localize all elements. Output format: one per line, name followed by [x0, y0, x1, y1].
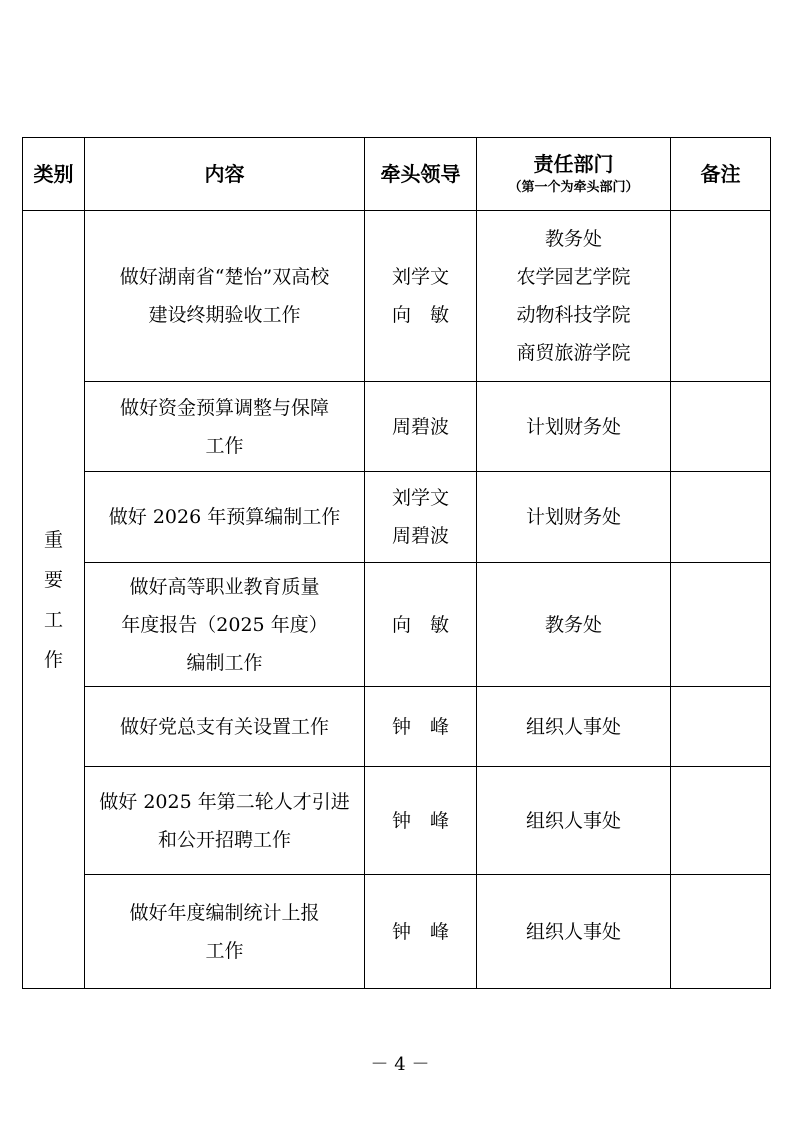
content-cell-line: 做好湖南省“楚怡”双高校 — [119, 266, 330, 288]
leader-cell — [365, 687, 477, 767]
content-cell-line: 做好高等职业教育质量 — [129, 575, 320, 598]
leader-cell — [365, 382, 477, 472]
table-body — [23, 211, 771, 989]
content-cell — [85, 875, 365, 989]
table-header-row — [23, 138, 771, 211]
remarks-cell — [671, 211, 771, 382]
content-cell-line: 和公开招聘工作 — [157, 828, 291, 851]
department-cell-line: 动物科技学院 — [516, 304, 631, 326]
department-cell — [477, 563, 671, 687]
remarks-cell — [671, 472, 771, 563]
leader-cell — [365, 211, 477, 382]
content-cell-line: 做好年度编制统计上报 — [129, 901, 320, 924]
header-leader: 牵头领导 — [365, 138, 477, 211]
content-cell-line: 年度报告（2025 年度） — [121, 613, 328, 636]
table-row — [23, 687, 771, 767]
content-cell — [85, 563, 365, 687]
content-cell-line: 做好党总支有关设置工作 — [119, 715, 329, 738]
leader-cell-line: 钟 峰 — [391, 920, 449, 943]
leader-cell-line: 钟 峰 — [391, 715, 449, 738]
content-cell — [85, 211, 365, 382]
remarks-cell — [671, 875, 771, 989]
remarks-cell — [671, 687, 771, 767]
leader-cell — [365, 472, 477, 563]
table-row — [23, 875, 771, 989]
department-cell — [477, 382, 671, 472]
content-cell — [85, 687, 365, 767]
department-cell — [477, 687, 671, 767]
department-cell — [477, 767, 671, 875]
content-cell-line: 做好 2025 年第二轮人才引进 — [99, 790, 350, 813]
content-cell-line: 做好 2026 年预算编制工作 — [108, 506, 341, 528]
remarks-cell — [671, 382, 771, 472]
content-cell-line: 工作 — [205, 434, 244, 457]
leader-cell-line: 刘学文 — [391, 487, 449, 509]
category-char: 工 — [43, 608, 63, 631]
header-remarks: 备注 — [671, 138, 771, 211]
department-cell-line: 教务处 — [544, 228, 602, 250]
page-number: － 4 － — [370, 1054, 430, 1075]
remarks-cell — [671, 563, 771, 687]
department-cell-line: 计划财务处 — [525, 506, 621, 528]
table-row — [23, 767, 771, 875]
content-cell — [85, 767, 365, 875]
table-row — [23, 472, 771, 563]
header-content: 内容 — [85, 138, 365, 211]
department-cell-line: 组织人事处 — [525, 920, 621, 943]
content-cell-line: 做好资金预算调整与保障 — [119, 396, 329, 419]
content-cell-line: 编制工作 — [186, 651, 263, 674]
table-row — [23, 563, 771, 687]
department-cell — [477, 875, 671, 989]
table-row — [23, 382, 771, 472]
header-department-title: 责任部门 — [533, 152, 614, 176]
content-cell — [85, 382, 365, 472]
content-cell — [85, 472, 365, 563]
category-cell — [23, 211, 85, 989]
department-cell-line: 商贸旅游学院 — [516, 342, 631, 364]
leader-cell-line: 向 敏 — [391, 613, 449, 636]
leader-cell — [365, 563, 477, 687]
leader-cell-line: 刘学文 — [391, 266, 449, 288]
leader-cell-line: 周碧波 — [391, 525, 449, 547]
content-cell-line: 工作 — [205, 939, 244, 962]
leader-cell — [365, 875, 477, 989]
category-char: 要 — [43, 568, 63, 591]
department-cell-line: 组织人事处 — [525, 809, 621, 832]
department-cell — [477, 472, 671, 563]
leader-cell-line: 向 敏 — [391, 304, 449, 326]
content-cell-line: 建设终期验收工作 — [148, 304, 301, 326]
header-category: 类别 — [23, 138, 85, 211]
department-cell-line: 计划财务处 — [525, 415, 621, 438]
header-department — [477, 138, 671, 211]
department-cell-line: 教务处 — [544, 613, 602, 636]
category-char: 重 — [43, 528, 63, 551]
department-cell-line: 农学园艺学院 — [516, 266, 631, 288]
remarks-cell — [671, 767, 771, 875]
work-task-table — [22, 137, 771, 989]
category-char: 作 — [43, 648, 63, 671]
leader-cell-line: 周碧波 — [391, 415, 449, 438]
leader-cell-line: 钟 峰 — [391, 809, 449, 832]
header-department-note: （第一个为牵头部门） — [508, 180, 639, 195]
department-cell — [477, 211, 671, 382]
department-cell-line: 组织人事处 — [525, 715, 621, 738]
leader-cell — [365, 767, 477, 875]
table-row — [23, 211, 771, 382]
